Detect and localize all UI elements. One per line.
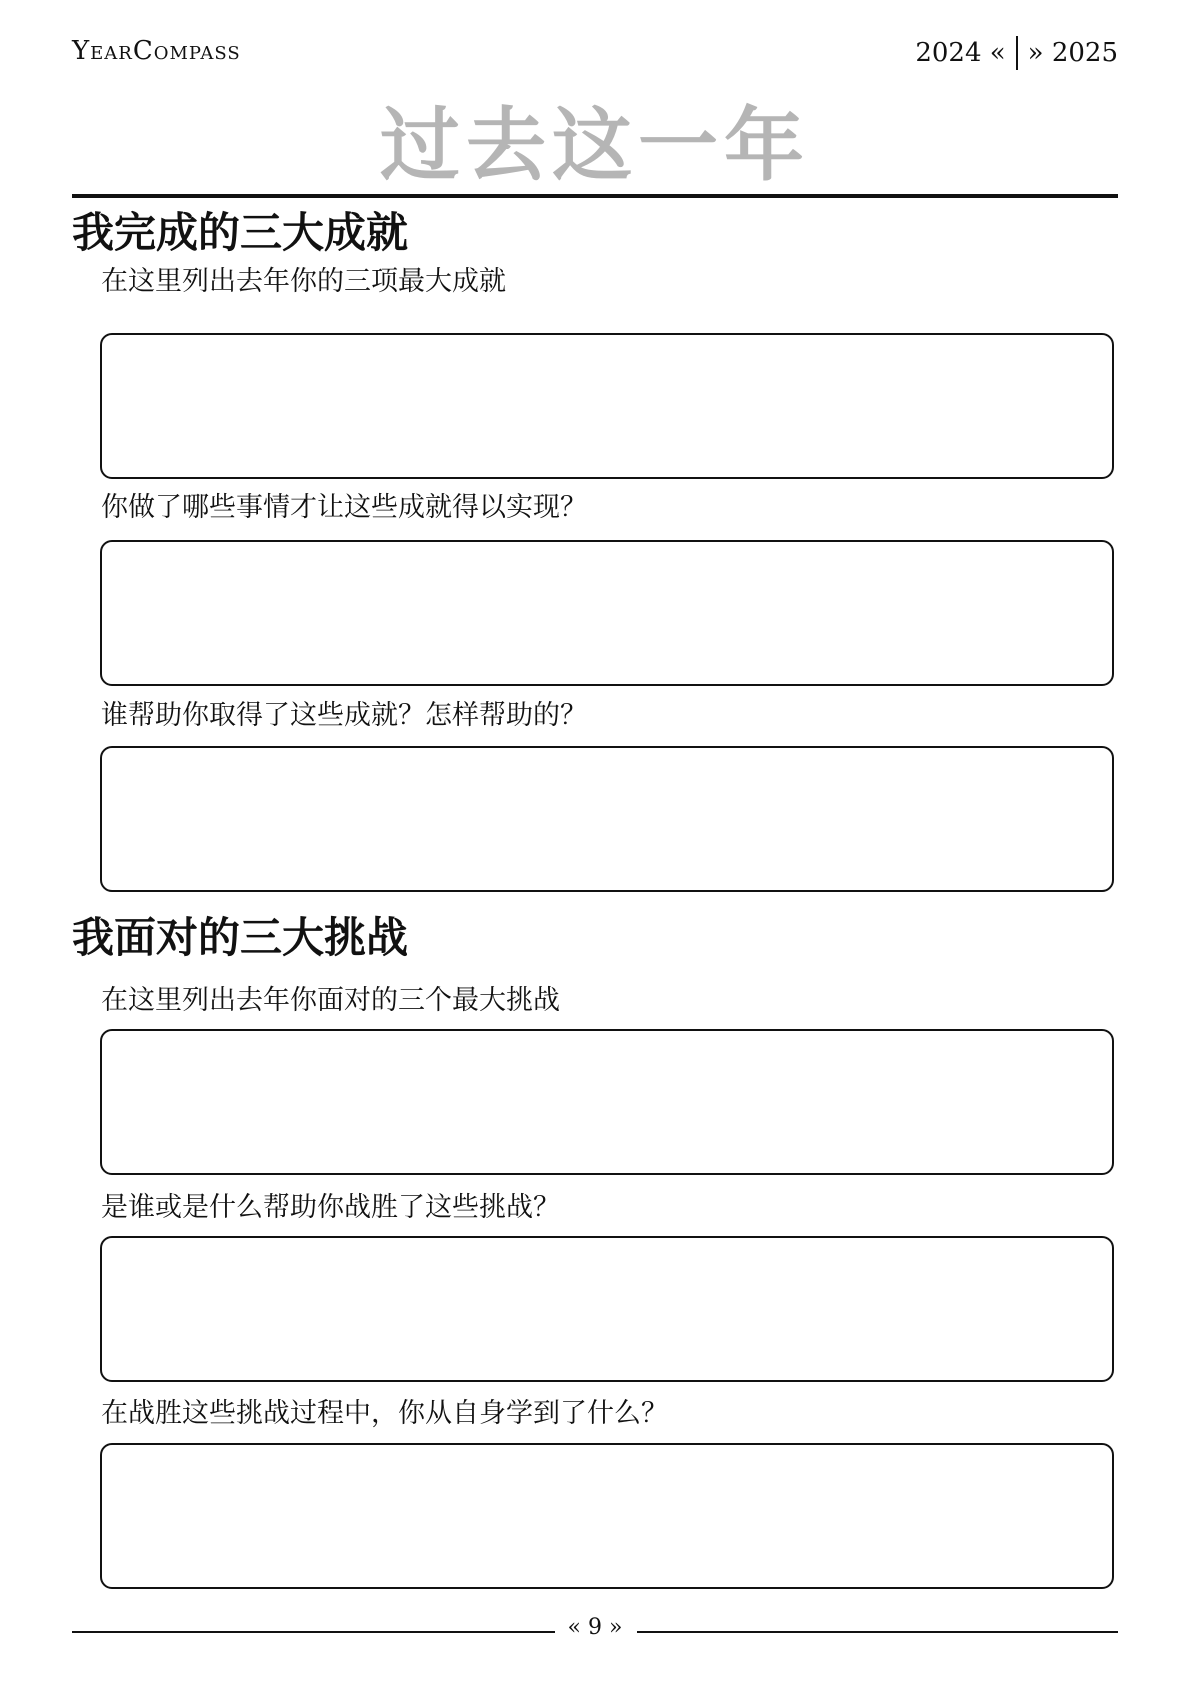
answer-box-achievements-list[interactable] (100, 333, 1114, 479)
year-separator (1016, 36, 1018, 70)
page-title: 过去这一年 (380, 99, 810, 192)
prompt-achievements-list: 在这里列出去年你的三项最大成就 (101, 266, 506, 297)
section-heading-challenges: 我面对的三大挑战 (72, 913, 409, 962)
answer-box-achievements-helpers[interactable] (100, 746, 1114, 892)
section-heading-achievements: 我完成的三大成就 (72, 208, 409, 257)
year-next: » 2025 (1027, 38, 1118, 68)
brand-logo: YearCompass (72, 36, 241, 66)
page-number: « 9 » (567, 1615, 623, 1640)
year-previous: 2024 « (915, 38, 1006, 68)
answer-box-achievements-actions[interactable] (100, 540, 1114, 686)
prompt-achievements-helpers: 谁帮助你取得了这些成就？怎样帮助的？ (101, 700, 587, 731)
answer-box-challenges-lessons[interactable] (100, 1443, 1114, 1589)
year-range (915, 36, 1118, 70)
answer-box-challenges-list[interactable] (100, 1029, 1114, 1175)
answer-box-challenges-helpers[interactable] (100, 1236, 1114, 1382)
prompt-achievements-actions: 你做了哪些事情才让这些成就得以实现？ (101, 492, 587, 523)
prompt-challenges-lessons: 在战胜这些挑战过程中，你从自身学到了什么？ (101, 1398, 668, 1429)
title-divider (72, 194, 1118, 198)
prompt-challenges-helpers: 是谁或是什么帮助你战胜了这些挑战？ (101, 1192, 560, 1223)
prompt-challenges-list: 在这里列出去年你面对的三个最大挑战 (101, 985, 560, 1016)
